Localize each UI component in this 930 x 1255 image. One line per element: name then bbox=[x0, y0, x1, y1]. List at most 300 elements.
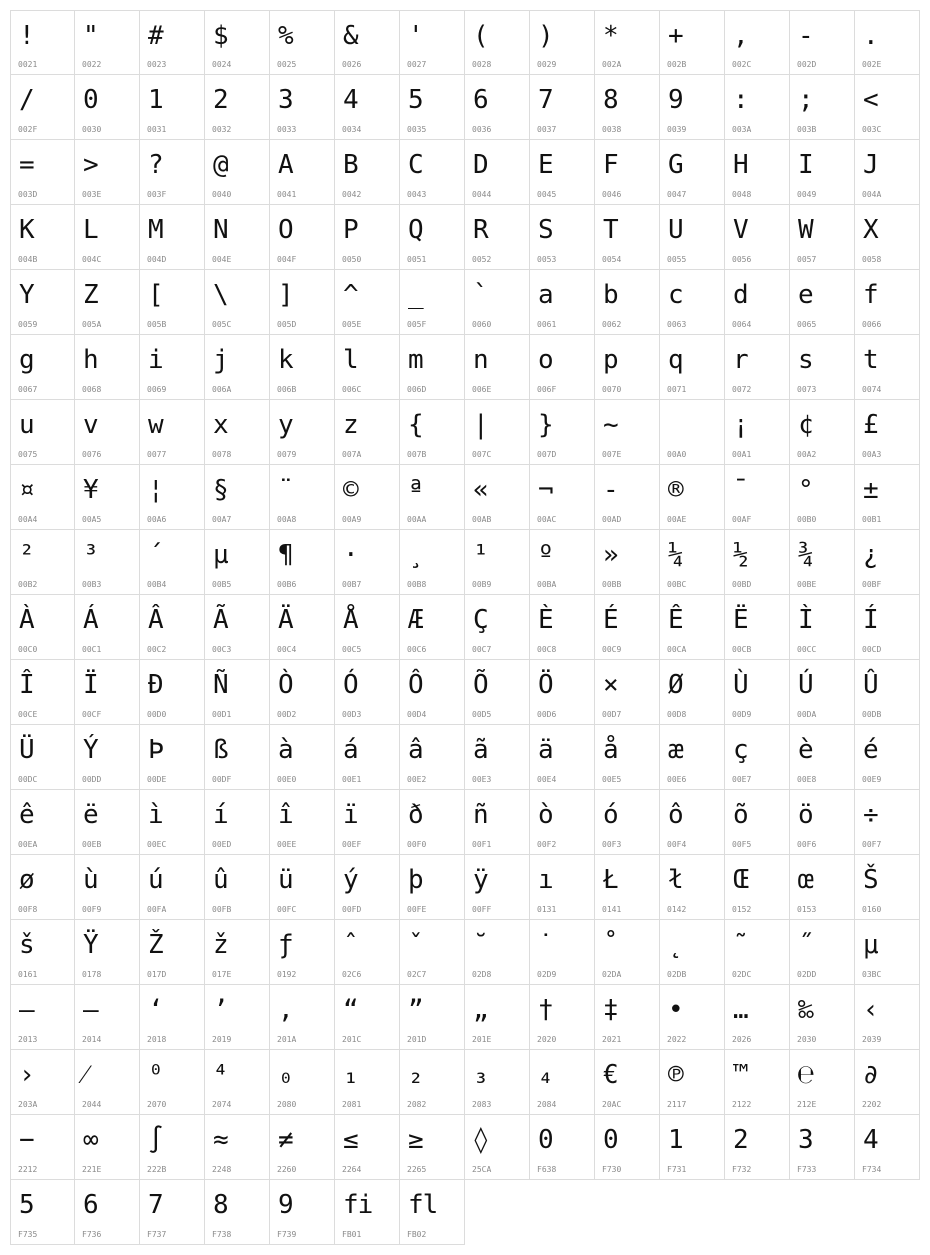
glyph-cell bbox=[10, 660, 75, 725]
glyph-char: é bbox=[863, 735, 878, 765]
glyph-char: ₂ bbox=[408, 1060, 423, 1090]
glyph-char: ◊ bbox=[473, 1125, 488, 1155]
glyph-cell bbox=[140, 985, 205, 1050]
glyph-char: Œ bbox=[733, 865, 748, 895]
glyph-cell bbox=[660, 660, 725, 725]
glyph-char: ü bbox=[278, 865, 293, 895]
glyph-char: t bbox=[863, 345, 878, 375]
glyph-char: ˛ bbox=[668, 930, 683, 960]
glyph-codepoint: 0039 bbox=[667, 125, 687, 134]
glyph-char: Ý bbox=[83, 735, 98, 765]
glyph-codepoint: 00BB bbox=[602, 580, 622, 589]
glyph-codepoint: F732 bbox=[732, 1165, 752, 1174]
glyph-cell bbox=[530, 335, 595, 400]
glyph-cell bbox=[660, 335, 725, 400]
glyph-cell bbox=[855, 335, 920, 400]
glyph-char: ˚ bbox=[603, 930, 618, 960]
glyph-codepoint: 0079 bbox=[277, 450, 297, 459]
glyph-char: ⁰ bbox=[148, 1060, 163, 1090]
glyph-char: ª bbox=[408, 475, 423, 505]
glyph-char: 6 bbox=[83, 1190, 98, 1220]
glyph-char: È bbox=[538, 605, 553, 635]
glyph-codepoint: 003B bbox=[797, 125, 817, 134]
glyph-codepoint: 00A4 bbox=[18, 515, 38, 524]
glyph-cell bbox=[465, 855, 530, 920]
glyph-char: u bbox=[19, 410, 34, 440]
glyph-cell bbox=[140, 140, 205, 205]
glyph-codepoint: 004F bbox=[277, 255, 297, 264]
glyph-char: ¾ bbox=[798, 540, 813, 570]
glyph-char: z bbox=[343, 410, 358, 440]
glyph-char: ' bbox=[408, 21, 423, 51]
glyph-cell bbox=[725, 985, 790, 1050]
glyph-codepoint: 0049 bbox=[797, 190, 817, 199]
glyph-cell bbox=[595, 660, 660, 725]
glyph-char: G bbox=[668, 150, 683, 180]
glyph-codepoint: 002E bbox=[862, 60, 882, 69]
glyph-char: á bbox=[343, 735, 358, 765]
glyph-char: · bbox=[343, 540, 358, 570]
glyph-codepoint: 20AC bbox=[602, 1100, 622, 1109]
glyph-cell bbox=[725, 530, 790, 595]
glyph-char: : bbox=[733, 85, 748, 115]
glyph-char: C bbox=[408, 150, 423, 180]
glyph-char: ) bbox=[538, 21, 553, 51]
glyph-char: ’ bbox=[213, 995, 228, 1025]
glyph-cell bbox=[530, 140, 595, 205]
glyph-cell bbox=[400, 985, 465, 1050]
glyph-char: % bbox=[278, 21, 293, 51]
glyph-codepoint: 00E0 bbox=[277, 775, 297, 784]
glyph-char: ˝ bbox=[798, 930, 813, 960]
glyph-codepoint: 00B4 bbox=[147, 580, 167, 589]
glyph-cell bbox=[725, 790, 790, 855]
glyph-char: o bbox=[538, 345, 553, 375]
glyph-cell bbox=[335, 465, 400, 530]
glyph-codepoint: 02DD bbox=[797, 970, 817, 979]
glyph-char: ¹ bbox=[473, 540, 488, 570]
glyph-char: M bbox=[148, 215, 163, 245]
glyph-codepoint: 2074 bbox=[212, 1100, 232, 1109]
glyph-char: 8 bbox=[603, 85, 618, 115]
glyph-cell bbox=[790, 920, 855, 985]
glyph-cell bbox=[855, 660, 920, 725]
glyph-char: [ bbox=[148, 280, 163, 310]
glyph-codepoint: 0040 bbox=[212, 190, 232, 199]
glyph-codepoint: 002B bbox=[667, 60, 687, 69]
glyph-char: Í bbox=[863, 605, 878, 635]
glyph-cell bbox=[205, 660, 270, 725]
glyph-codepoint: 00A8 bbox=[277, 515, 297, 524]
glyph-codepoint: 0131 bbox=[537, 905, 557, 914]
glyph-char: ± bbox=[863, 475, 878, 505]
glyph-codepoint: 0055 bbox=[667, 255, 687, 264]
glyph-codepoint: 00C9 bbox=[602, 645, 622, 654]
glyph-codepoint: F638 bbox=[537, 1165, 557, 1174]
glyph-codepoint: 0064 bbox=[732, 320, 752, 329]
glyph-cell bbox=[725, 270, 790, 335]
glyph-char: i bbox=[148, 345, 163, 375]
glyph-codepoint: 00FB bbox=[212, 905, 232, 914]
glyph-cell bbox=[270, 140, 335, 205]
glyph-cell bbox=[725, 205, 790, 270]
glyph-cell bbox=[465, 205, 530, 270]
glyph-codepoint: 00CB bbox=[732, 645, 752, 654]
glyph-char: ( bbox=[473, 21, 488, 51]
glyph-codepoint: 2084 bbox=[537, 1100, 557, 1109]
glyph-char: ž bbox=[213, 930, 228, 960]
glyph-cell bbox=[595, 335, 660, 400]
glyph-codepoint: 00AF bbox=[732, 515, 752, 524]
glyph-cell bbox=[660, 985, 725, 1050]
glyph-codepoint: 00BC bbox=[667, 580, 687, 589]
glyph-cell bbox=[530, 10, 595, 75]
glyph-codepoint: 00E7 bbox=[732, 775, 752, 784]
glyph-char: 3 bbox=[798, 1125, 813, 1155]
glyph-codepoint: 2248 bbox=[212, 1165, 232, 1174]
glyph-codepoint: 00D2 bbox=[277, 710, 297, 719]
glyph-cell bbox=[465, 725, 530, 790]
glyph-codepoint: 006C bbox=[342, 385, 362, 394]
glyph-cell bbox=[660, 1115, 725, 1180]
glyph-char: è bbox=[798, 735, 813, 765]
glyph-cell bbox=[75, 530, 140, 595]
glyph-codepoint: 0066 bbox=[862, 320, 882, 329]
glyph-codepoint: 0078 bbox=[212, 450, 232, 459]
glyph-char: 2 bbox=[733, 1125, 748, 1155]
glyph-cell bbox=[205, 75, 270, 140]
glyph-char: 7 bbox=[538, 85, 553, 115]
glyph-codepoint: 0037 bbox=[537, 125, 557, 134]
glyph-codepoint: 0142 bbox=[667, 905, 687, 914]
glyph-cell bbox=[335, 660, 400, 725]
glyph-cell bbox=[855, 10, 920, 75]
glyph-char: à bbox=[278, 735, 293, 765]
glyph-cell bbox=[465, 595, 530, 660]
glyph-codepoint: 00EC bbox=[147, 840, 167, 849]
glyph-char: < bbox=[863, 85, 878, 115]
glyph-codepoint: 0047 bbox=[667, 190, 687, 199]
glyph-cell bbox=[660, 595, 725, 660]
glyph-char: H bbox=[733, 150, 748, 180]
glyph-char: ¯ bbox=[733, 475, 748, 505]
glyph-codepoint: 203A bbox=[18, 1100, 38, 1109]
glyph-char: x bbox=[213, 410, 228, 440]
glyph-char: h bbox=[83, 345, 98, 375]
glyph-codepoint: 00A7 bbox=[212, 515, 232, 524]
glyph-cell bbox=[205, 10, 270, 75]
glyph-char: K bbox=[19, 215, 34, 245]
glyph-cell bbox=[790, 400, 855, 465]
glyph-cell bbox=[140, 530, 205, 595]
glyph-cell bbox=[530, 75, 595, 140]
glyph-char: ç bbox=[733, 735, 748, 765]
glyph-codepoint: 00A0 bbox=[667, 450, 687, 459]
glyph-char: ∂ bbox=[863, 1060, 878, 1090]
glyph-codepoint: 004D bbox=[147, 255, 167, 264]
glyph-cell bbox=[660, 790, 725, 855]
glyph-codepoint: 0021 bbox=[18, 60, 38, 69]
glyph-char: ¤ bbox=[19, 475, 34, 505]
glyph-char: € bbox=[603, 1060, 618, 1090]
glyph-cell bbox=[205, 530, 270, 595]
glyph-cell bbox=[270, 335, 335, 400]
glyph-char: Ì bbox=[798, 605, 813, 635]
glyph-cell bbox=[465, 335, 530, 400]
glyph-codepoint: 2039 bbox=[862, 1035, 882, 1044]
glyph-codepoint: 0063 bbox=[667, 320, 687, 329]
glyph-char: – bbox=[19, 995, 34, 1025]
glyph-char: ≈ bbox=[213, 1125, 228, 1155]
glyph-char: ∫ bbox=[148, 1125, 163, 1155]
glyph-char: O bbox=[278, 215, 293, 245]
glyph-cell bbox=[140, 1050, 205, 1115]
glyph-codepoint: 2212 bbox=[18, 1165, 38, 1174]
glyph-char: + bbox=[668, 21, 683, 51]
glyph-codepoint: 0062 bbox=[602, 320, 622, 329]
glyph-char: , bbox=[733, 21, 748, 51]
glyph-char: ˜ bbox=[733, 930, 748, 960]
glyph-char: N bbox=[213, 215, 228, 245]
glyph-char: ê bbox=[19, 800, 34, 830]
glyph-cell bbox=[400, 335, 465, 400]
glyph-codepoint: 00E3 bbox=[472, 775, 492, 784]
glyph-cell bbox=[595, 855, 660, 920]
glyph-cell bbox=[725, 1115, 790, 1180]
glyph-cell bbox=[790, 335, 855, 400]
glyph-codepoint: 00E1 bbox=[342, 775, 362, 784]
glyph-codepoint: 005F bbox=[407, 320, 427, 329]
glyph-cell bbox=[400, 725, 465, 790]
glyph-codepoint: 00CC bbox=[797, 645, 817, 654]
glyph-char: £ bbox=[863, 410, 878, 440]
glyph-cell bbox=[335, 205, 400, 270]
glyph-char: @ bbox=[213, 150, 228, 180]
glyph-cell bbox=[335, 400, 400, 465]
glyph-cell bbox=[140, 660, 205, 725]
glyph-codepoint: 005D bbox=[277, 320, 297, 329]
glyph-cell bbox=[465, 400, 530, 465]
glyph-codepoint: 0034 bbox=[342, 125, 362, 134]
glyph-cell bbox=[530, 920, 595, 985]
glyph-codepoint: 007C bbox=[472, 450, 492, 459]
glyph-codepoint: F731 bbox=[667, 1165, 687, 1174]
glyph-codepoint: 00DB bbox=[862, 710, 882, 719]
glyph-codepoint: 0056 bbox=[732, 255, 752, 264]
glyph-cell bbox=[10, 10, 75, 75]
glyph-char: ^ bbox=[343, 280, 358, 310]
glyph-char: ≠ bbox=[278, 1125, 293, 1155]
glyph-char: ò bbox=[538, 800, 553, 830]
glyph-char: ” bbox=[408, 995, 423, 1025]
glyph-cell bbox=[205, 985, 270, 1050]
glyph-codepoint: 0068 bbox=[82, 385, 102, 394]
glyph-char: ₄ bbox=[538, 1060, 553, 1090]
glyph-char: ¬ bbox=[538, 475, 553, 505]
glyph-codepoint: 00DC bbox=[18, 775, 38, 784]
glyph-codepoint: 0024 bbox=[212, 60, 232, 69]
glyph-codepoint: 00C1 bbox=[82, 645, 102, 654]
glyph-codepoint: 00A1 bbox=[732, 450, 752, 459]
glyph-cell bbox=[790, 270, 855, 335]
glyph-cell bbox=[855, 1115, 920, 1180]
glyph-cell bbox=[855, 205, 920, 270]
glyph-cell bbox=[595, 205, 660, 270]
glyph-codepoint: 02DC bbox=[732, 970, 752, 979]
glyph-char: ] bbox=[278, 280, 293, 310]
glyph-codepoint: 00F1 bbox=[472, 840, 492, 849]
glyph-char: ƒ bbox=[278, 930, 293, 960]
glyph-cell bbox=[790, 140, 855, 205]
glyph-char: ½ bbox=[733, 540, 748, 570]
glyph-cell bbox=[660, 465, 725, 530]
glyph-codepoint: 00B9 bbox=[472, 580, 492, 589]
glyph-char: E bbox=[538, 150, 553, 180]
glyph-codepoint: 00FD bbox=[342, 905, 362, 914]
glyph-codepoint: 0069 bbox=[147, 385, 167, 394]
glyph-cell bbox=[790, 10, 855, 75]
glyph-codepoint: 00D7 bbox=[602, 710, 622, 719]
glyph-codepoint: 00B6 bbox=[277, 580, 297, 589]
glyph-char: ß bbox=[213, 735, 228, 765]
glyph-cell bbox=[270, 920, 335, 985]
glyph-codepoint: 00E2 bbox=[407, 775, 427, 784]
glyph-char: 9 bbox=[278, 1190, 293, 1220]
glyph-cell bbox=[140, 465, 205, 530]
glyph-codepoint: 0160 bbox=[862, 905, 882, 914]
glyph-char: 0 bbox=[538, 1125, 553, 1155]
glyph-cell bbox=[790, 725, 855, 790]
glyph-codepoint: 0074 bbox=[862, 385, 882, 394]
glyph-char: w bbox=[148, 410, 163, 440]
glyph-char: Å bbox=[343, 605, 358, 635]
glyph-cell bbox=[725, 400, 790, 465]
glyph-codepoint: 00B7 bbox=[342, 580, 362, 589]
glyph-char: ł bbox=[668, 865, 683, 895]
glyph-codepoint: 00E5 bbox=[602, 775, 622, 784]
glyph-cell bbox=[465, 660, 530, 725]
glyph-char: ₁ bbox=[343, 1060, 358, 1090]
glyph-cell bbox=[75, 335, 140, 400]
glyph-codepoint: 201E bbox=[472, 1035, 492, 1044]
glyph-cell bbox=[10, 205, 75, 270]
glyph-codepoint: 00AE bbox=[667, 515, 687, 524]
glyph-codepoint: 00CF bbox=[82, 710, 102, 719]
glyph-cell bbox=[595, 1115, 660, 1180]
glyph-codepoint: 00A6 bbox=[147, 515, 167, 524]
glyph-codepoint: 006A bbox=[212, 385, 232, 394]
glyph-char: Â bbox=[148, 605, 163, 635]
glyph-cell bbox=[270, 530, 335, 595]
glyph-codepoint: 0048 bbox=[732, 190, 752, 199]
glyph-cell bbox=[660, 270, 725, 335]
glyph-cell bbox=[530, 400, 595, 465]
glyph-char: ~ bbox=[603, 410, 618, 440]
glyph-char: ô bbox=[668, 800, 683, 830]
glyph-char: { bbox=[408, 410, 423, 440]
glyph-cell bbox=[205, 595, 270, 660]
glyph-codepoint: 017E bbox=[212, 970, 232, 979]
glyph-codepoint: 2019 bbox=[212, 1035, 232, 1044]
glyph-codepoint: 00E9 bbox=[862, 775, 882, 784]
glyph-codepoint: 00F9 bbox=[82, 905, 102, 914]
glyph-char: 1 bbox=[148, 85, 163, 115]
glyph-cell bbox=[400, 855, 465, 920]
glyph-codepoint: 002A bbox=[602, 60, 622, 69]
glyph-codepoint: F734 bbox=[862, 1165, 882, 1174]
glyph-char: ï bbox=[343, 800, 358, 830]
glyph-codepoint: 0052 bbox=[472, 255, 492, 264]
glyph-codepoint: 00C8 bbox=[537, 645, 557, 654]
glyph-codepoint: 0025 bbox=[277, 60, 297, 69]
glyph-char: } bbox=[538, 410, 553, 440]
glyph-codepoint: 2082 bbox=[407, 1100, 427, 1109]
glyph-char: y bbox=[278, 410, 293, 440]
glyph-char: “ bbox=[343, 995, 358, 1025]
glyph-char: r bbox=[733, 345, 748, 375]
glyph-char: ℗ bbox=[668, 1060, 683, 1090]
glyph-cell bbox=[400, 270, 465, 335]
glyph-cell bbox=[270, 205, 335, 270]
glyph-codepoint: 00D5 bbox=[472, 710, 492, 719]
glyph-codepoint: 00B1 bbox=[862, 515, 882, 524]
glyph-char: 4 bbox=[343, 85, 358, 115]
glyph-char: - bbox=[798, 21, 813, 51]
glyph-codepoint: 0067 bbox=[18, 385, 38, 394]
glyph-codepoint: 0061 bbox=[537, 320, 557, 329]
glyph-codepoint: 00BF bbox=[862, 580, 882, 589]
glyph-codepoint: 02D9 bbox=[537, 970, 557, 979]
glyph-char: Á bbox=[83, 605, 98, 635]
glyph-cell bbox=[400, 530, 465, 595]
glyph-cell bbox=[855, 1050, 920, 1115]
glyph-char: ` bbox=[473, 280, 488, 310]
glyph-codepoint: 00D8 bbox=[667, 710, 687, 719]
glyph-codepoint: 00EB bbox=[82, 840, 102, 849]
glyph-cell bbox=[790, 790, 855, 855]
glyph-codepoint: 0042 bbox=[342, 190, 362, 199]
glyph-codepoint: 00C3 bbox=[212, 645, 232, 654]
glyph-cell bbox=[465, 270, 530, 335]
glyph-char: 2 bbox=[213, 85, 228, 115]
glyph-codepoint: 00E4 bbox=[537, 775, 557, 784]
glyph-char: ! bbox=[19, 21, 34, 51]
glyph-char: ð bbox=[408, 800, 423, 830]
glyph-codepoint: 0057 bbox=[797, 255, 817, 264]
glyph-codepoint: 0071 bbox=[667, 385, 687, 394]
glyph-cell bbox=[335, 1050, 400, 1115]
glyph-codepoint: 0058 bbox=[862, 255, 882, 264]
glyph-cell bbox=[725, 75, 790, 140]
glyph-codepoint: 2020 bbox=[537, 1035, 557, 1044]
glyph-char: q bbox=[668, 345, 683, 375]
glyph-cell bbox=[335, 140, 400, 205]
glyph-char: ₀ bbox=[278, 1060, 293, 1090]
glyph-cell bbox=[790, 465, 855, 530]
glyph-cell bbox=[335, 75, 400, 140]
glyph-codepoint: 00A2 bbox=[797, 450, 817, 459]
glyph-cell bbox=[10, 75, 75, 140]
glyph-codepoint: 221E bbox=[82, 1165, 102, 1174]
glyph-char: 6 bbox=[473, 85, 488, 115]
glyph-cell bbox=[140, 75, 205, 140]
glyph-char: F bbox=[603, 150, 618, 180]
glyph-cell bbox=[75, 790, 140, 855]
glyph-cell bbox=[10, 725, 75, 790]
glyph-cell bbox=[335, 790, 400, 855]
glyph-cell bbox=[790, 595, 855, 660]
glyph-cell bbox=[75, 985, 140, 1050]
